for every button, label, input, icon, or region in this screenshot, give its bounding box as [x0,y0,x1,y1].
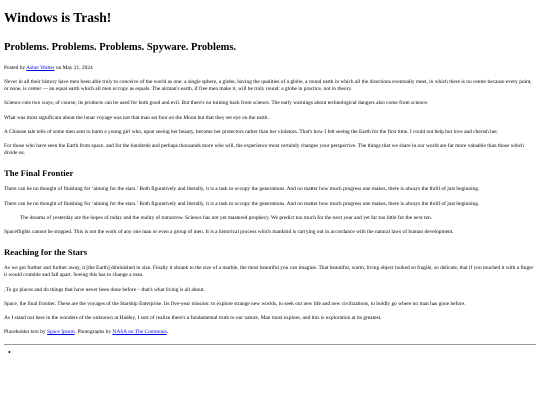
paragraph: Spaceflights cannot be stopped. This is not the work of any one man or even a group of men. It is a historical process which mankind is carrying out in accordance with the natural laws of human development. [4,229,454,236]
paragraph: As we got further and further away, it [the Earth] diminished in size. Finally it shrank to the size of a marble, the most beautiful you can imagine. That beautiful, warm, living object looked so fragile, so delicate, that if you touched it with a finger it would crumble and fall apart. Seeing this has to change a man. [4,265,534,279]
footer-divider [4,344,536,345]
bullet-icon: • [8,348,11,358]
paragraph: For those who have seen the Earth from space, and for the hundreds and perhaps thousands more who will, the experience most certainly changes your perspective. The things that we share in our world are far more valuable than those which divide us. [4,143,524,157]
post-byline [4,64,536,72]
paragraph: ‚To go places and do things that have never been done before – that's what living is all about. [4,286,205,293]
credits [4,329,536,336]
post-title: Problems. Problems. Problems. Spyware. Problems. [4,42,237,53]
byline-prefix: Posted by [4,65,27,71]
author-link[interactable]: Asher Walter [26,65,55,71]
credits-suffix: . [166,329,169,336]
byline-date: on May 21, 2024 [54,65,93,71]
paragraph: Never in all their history have men been able truly to conceive of the world as one: a single sphere, a globe, having the qualities of a globe, a round earth in which all the directions eventually meet, in which there is no center because every point, or none, is center — an equal earth which all men occupy as equals. The airman's earth, if free men make it, will be truly round: a globe in practice, not in theory. [4,79,532,93]
space-ipsum-link[interactable]: Space Ipsum [46,329,75,336]
section-heading-reaching-for-the-stars: Reaching for the Stars [4,247,88,258]
paragraph: A Chinese tale tells of some men sent to harm a young girl who, upon seeing her beauty, become her protectors rather than her violators. That's how I felt seeing the Earth for the first time. I could not help but love and cherish her. [4,128,499,135]
paragraph: There can be no thought of finishing for ‘aiming for the stars.’ Both figuratively and literally, it is a task to occupy the generations. And no matter how much progress one makes, there is always the thrill of just beginning. [4,200,480,207]
paragraph: As I stand out here in the wonders of the unknown at Hadley, I sort of realize there's a fundamental truth to our nature, Man must explore, and this is exploration at its greatest. [4,315,382,322]
paragraph: Space, the final frontier. These are the voyages of the Starship Enterprise. Its five-year mission: to explore strange new worlds, to seek out new life and new civilizations, to boldly go where no man has gone before. [4,300,466,307]
blockquote: The dreams of yesterday are the hopes of today and the reality of tomorrow. Science has not yet mastered prophecy. We predict too much for the next year and yet far too little for the next ten. [20,214,433,221]
credits-middle: . Photographs by [74,329,113,336]
page [0,9,540,357]
credits-prefix: Placeholder text by [4,329,47,336]
paragraph: What was most significant about the lunar voyage was not that man set foot on the Moon but that they set eye on the earth. [4,114,269,121]
paragraph: Science cuts two ways, of course; its products can be used for both good and evil. But there's no turning back from science. The early warnings about technological dangers also come from science. [4,100,429,107]
section-heading-final-frontier: The Final Frontier [4,168,74,179]
nasa-commons-link[interactable]: NASA on The Commons [112,329,167,336]
site-title: Windows is Trash! [4,10,112,25]
paragraph: There can be no thought of finishing for ‘aiming for the stars.’ Both figuratively and literally, it is a task to occupy the generations. And no matter how much progress one makes, there is always the thrill of just beginning. [4,186,480,193]
